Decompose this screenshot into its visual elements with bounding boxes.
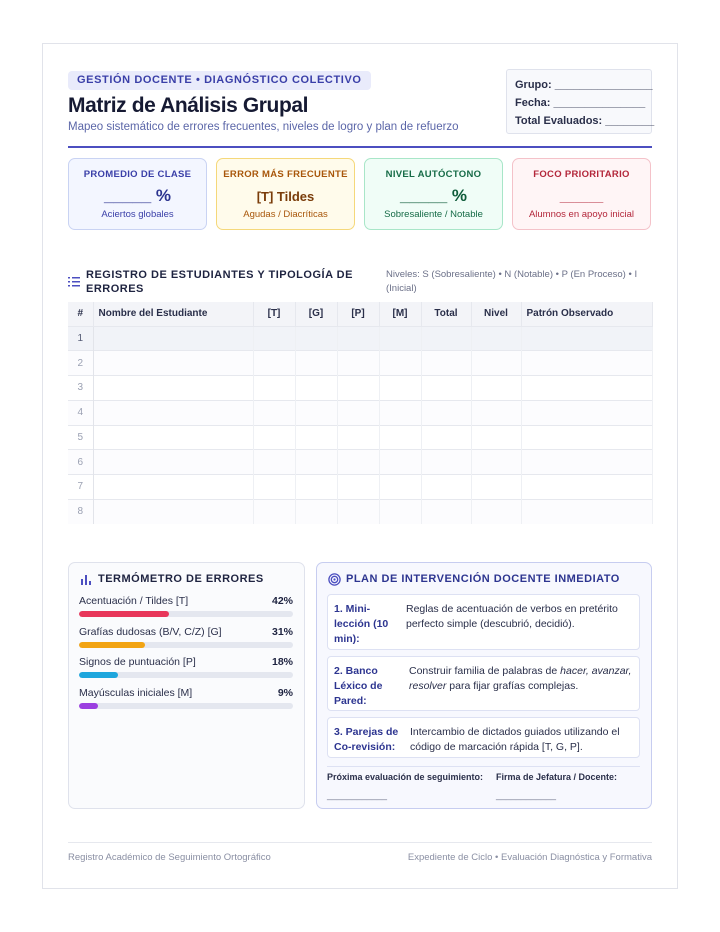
cell-g[interactable] <box>295 376 337 401</box>
page-title: Matriz de Análisis Grupal <box>68 94 309 117</box>
plan-step-label: 1. Mini-lección (10 min): <box>334 603 389 645</box>
kpi-sub: Agudas / Diacríticas <box>243 209 328 220</box>
cell-t[interactable] <box>253 475 295 500</box>
cell-g[interactable] <box>295 450 337 475</box>
cell-p[interactable] <box>337 450 379 475</box>
cell-g[interactable] <box>295 475 337 500</box>
list-ordered-icon <box>68 276 80 288</box>
cell-level[interactable] <box>471 499 521 524</box>
table-row <box>68 351 652 376</box>
plan-step <box>327 656 640 711</box>
cell-g[interactable] <box>295 351 337 376</box>
error-bar-row <box>79 595 293 607</box>
error-bar-track <box>79 672 293 678</box>
col-m: [M] <box>379 302 421 326</box>
error-bar-percent: 18% <box>271 656 293 668</box>
cell-level[interactable] <box>471 326 521 351</box>
student-register-table <box>68 302 653 524</box>
kpi-label: PROMEDIO DE CLASE <box>83 169 192 180</box>
cell-m[interactable] <box>379 425 421 450</box>
col-t: [T] <box>253 302 295 326</box>
meta-fecha[interactable]: Fecha: _______________ <box>515 97 646 109</box>
error-bar-label: Signos de puntuación [P] <box>79 656 196 668</box>
row-number: 2 <box>68 351 93 376</box>
cell-name[interactable] <box>93 400 253 425</box>
kpi-value: [T] Tildes <box>256 189 315 204</box>
cell-total[interactable] <box>421 450 471 475</box>
table-row <box>68 425 652 450</box>
error-bar-fill <box>79 672 118 678</box>
row-number: 7 <box>68 475 93 500</box>
cell-level[interactable] <box>471 376 521 401</box>
cell-g[interactable] <box>295 499 337 524</box>
cell-level[interactable] <box>471 475 521 500</box>
cell-g[interactable] <box>295 400 337 425</box>
next-eval-field[interactable]: ____________ <box>327 790 388 800</box>
col-g: [G] <box>295 302 337 326</box>
cell-t[interactable] <box>253 450 295 475</box>
kpi-card-promedio <box>68 158 207 230</box>
cell-pattern[interactable] <box>521 475 652 500</box>
cell-p[interactable] <box>337 351 379 376</box>
plan-step <box>327 594 640 650</box>
cell-name[interactable] <box>93 425 253 450</box>
cell-total[interactable] <box>421 425 471 450</box>
plan-step-text: Reglas de acentuación de verbos en pretérito perfecto simple (descubrió, decidió). <box>406 603 618 630</box>
cell-pattern[interactable] <box>521 351 652 376</box>
table-header-row <box>68 302 652 326</box>
cell-name[interactable] <box>93 450 253 475</box>
cell-p[interactable] <box>337 326 379 351</box>
signature-field[interactable]: ____________ <box>496 790 557 800</box>
cell-p[interactable] <box>337 425 379 450</box>
kpi-sub: Aciertos globales <box>101 209 174 220</box>
error-bar-row <box>79 687 293 699</box>
kpi-value[interactable]: _____ % <box>399 186 468 205</box>
next-eval-label: Próxima evaluación de seguimiento: <box>327 772 484 782</box>
meta-box <box>506 69 655 134</box>
footer-left: Registro Académico de Seguimiento Ortográfico <box>68 852 271 863</box>
footer-right: Expediente de Ciclo • Evaluación Diagnóstica y Formativa <box>407 852 652 863</box>
plan-step-text-italic: hacer, avanzar, resolver <box>409 665 632 692</box>
cell-g[interactable] <box>295 425 337 450</box>
error-bar-label: Grafías dudosas (B/V, C/Z) [G] <box>79 626 222 638</box>
kpi-card-nivel <box>364 158 503 230</box>
table-row <box>68 400 652 425</box>
cell-level[interactable] <box>471 450 521 475</box>
table-row <box>68 475 652 500</box>
cell-m[interactable] <box>379 376 421 401</box>
signature-label: Firma de Jefatura / Docente: <box>496 772 618 782</box>
cell-name[interactable] <box>93 376 253 401</box>
plan-step-label: 3. Parejas de Co-revisión: <box>334 726 399 753</box>
cell-m[interactable] <box>379 499 421 524</box>
cell-t[interactable] <box>253 376 295 401</box>
plan-step-label: 2. Banco Léxico de Pared: <box>334 665 383 707</box>
cell-t[interactable] <box>253 326 295 351</box>
error-bar-row <box>79 656 293 668</box>
plan-step-text-before: Construir familia de palabras de <box>409 665 561 677</box>
cell-name[interactable] <box>93 499 253 524</box>
error-bar-fill <box>79 703 98 709</box>
meta-total[interactable]: Total Evaluados: ________ <box>515 115 655 127</box>
cell-total[interactable] <box>421 351 471 376</box>
plan-step <box>327 717 640 758</box>
cell-g[interactable] <box>295 326 337 351</box>
cell-m[interactable] <box>379 450 421 475</box>
kpi-card-foco <box>512 158 651 230</box>
plan-footer-divider <box>327 766 640 767</box>
table-row <box>68 450 652 475</box>
error-bar-percent: 9% <box>277 687 293 699</box>
thermometer-title: TERMÓMETRO DE ERRORES <box>98 573 264 585</box>
row-number: 5 <box>68 425 93 450</box>
cell-name[interactable] <box>93 326 253 351</box>
target-icon <box>328 573 341 586</box>
cell-name[interactable] <box>93 475 253 500</box>
cell-t[interactable] <box>253 351 295 376</box>
cell-total[interactable] <box>421 499 471 524</box>
meta-grupo[interactable]: Grupo: ________________ <box>515 79 653 91</box>
col-student-name: Nombre del Estudiante <box>93 302 253 326</box>
error-bar-fill <box>79 642 145 648</box>
error-bar-percent: 42% <box>271 595 293 607</box>
error-bar-label: Mayúsculas iniciales [M] <box>79 687 193 699</box>
footer-divider <box>68 842 652 843</box>
row-number: 6 <box>68 450 93 475</box>
error-bar-row <box>79 626 293 638</box>
kpi-label: ERROR MÁS FRECUENTE <box>223 169 348 180</box>
table-row <box>68 326 652 351</box>
page-subtitle: Mapeo sistemático de errores frecuentes, niveles de logro y plan de refuerzo <box>68 121 459 133</box>
cell-pattern[interactable] <box>521 400 652 425</box>
cell-total[interactable] <box>421 400 471 425</box>
table-row <box>68 499 652 524</box>
cell-name[interactable] <box>93 351 253 376</box>
col-level: Nivel <box>471 302 521 326</box>
cell-m[interactable] <box>379 326 421 351</box>
cell-m[interactable] <box>379 475 421 500</box>
col-pattern: Patrón Observado <box>521 302 652 326</box>
cell-m[interactable] <box>379 400 421 425</box>
cell-level[interactable] <box>471 400 521 425</box>
error-bar-track <box>79 642 293 648</box>
cell-t[interactable] <box>253 425 295 450</box>
kpi-label: NIVEL AUTÓCTONO <box>385 169 482 180</box>
col-number: # <box>68 302 93 326</box>
cell-pattern[interactable] <box>521 425 652 450</box>
register-levels-note: Niveles: S (Sobresaliente) • N (Notable) • P (En Proceso) • I (Inicial) <box>386 269 638 294</box>
kpi-label: FOCO PRIORITARIO <box>533 169 630 180</box>
header-divider <box>68 146 652 148</box>
row-number: 8 <box>68 499 93 524</box>
cell-pattern[interactable] <box>521 450 652 475</box>
plan-step-text: Intercambio de dictados guiados utilizando el código de marcación rápida [T, G, P]. <box>410 726 620 753</box>
cell-total[interactable] <box>421 475 471 500</box>
table-row <box>68 376 652 401</box>
plan-title: PLAN DE INTERVENCIÓN DOCENTE INMEDIATO <box>346 573 620 585</box>
kpi-value[interactable]: _____ % <box>103 186 172 205</box>
row-number: 1 <box>68 326 93 351</box>
error-bar-track <box>79 611 293 617</box>
cell-m[interactable] <box>379 351 421 376</box>
error-bar-fill <box>79 611 169 617</box>
cell-pattern[interactable] <box>521 376 652 401</box>
register-title: REGISTRO DE ESTUDIANTES Y TIPOLOGÍA DE ERRORES <box>86 269 353 295</box>
cell-total[interactable] <box>421 376 471 401</box>
plan-step-text-after: para fijar grafías complejas. <box>446 680 579 692</box>
kpi-card-error <box>216 158 355 230</box>
bar-chart-icon <box>80 573 92 585</box>
header-tag: GESTIÓN DOCENTE • DIAGNÓSTICO COLECTIVO <box>68 71 371 90</box>
row-number: 3 <box>68 376 93 401</box>
cell-total[interactable] <box>421 326 471 351</box>
kpi-value[interactable]: ______ <box>559 189 604 204</box>
cell-p[interactable] <box>337 400 379 425</box>
row-number: 4 <box>68 400 93 425</box>
cell-p[interactable] <box>337 499 379 524</box>
cell-level[interactable] <box>471 425 521 450</box>
kpi-sub: Sobresaliente / Notable <box>384 209 483 220</box>
kpi-sub: Alumnos en apoyo inicial <box>528 209 635 220</box>
error-bar-percent: 31% <box>271 626 293 638</box>
plan-step-text <box>409 664 635 694</box>
error-bar-label: Acentuación / Tildes [T] <box>79 595 189 607</box>
cell-pattern[interactable] <box>521 326 652 351</box>
cell-pattern[interactable] <box>521 499 652 524</box>
cell-t[interactable] <box>253 499 295 524</box>
error-bar-track <box>79 703 293 709</box>
cell-t[interactable] <box>253 400 295 425</box>
col-total: Total <box>421 302 471 326</box>
cell-p[interactable] <box>337 475 379 500</box>
cell-p[interactable] <box>337 376 379 401</box>
col-p: [P] <box>337 302 379 326</box>
cell-level[interactable] <box>471 351 521 376</box>
